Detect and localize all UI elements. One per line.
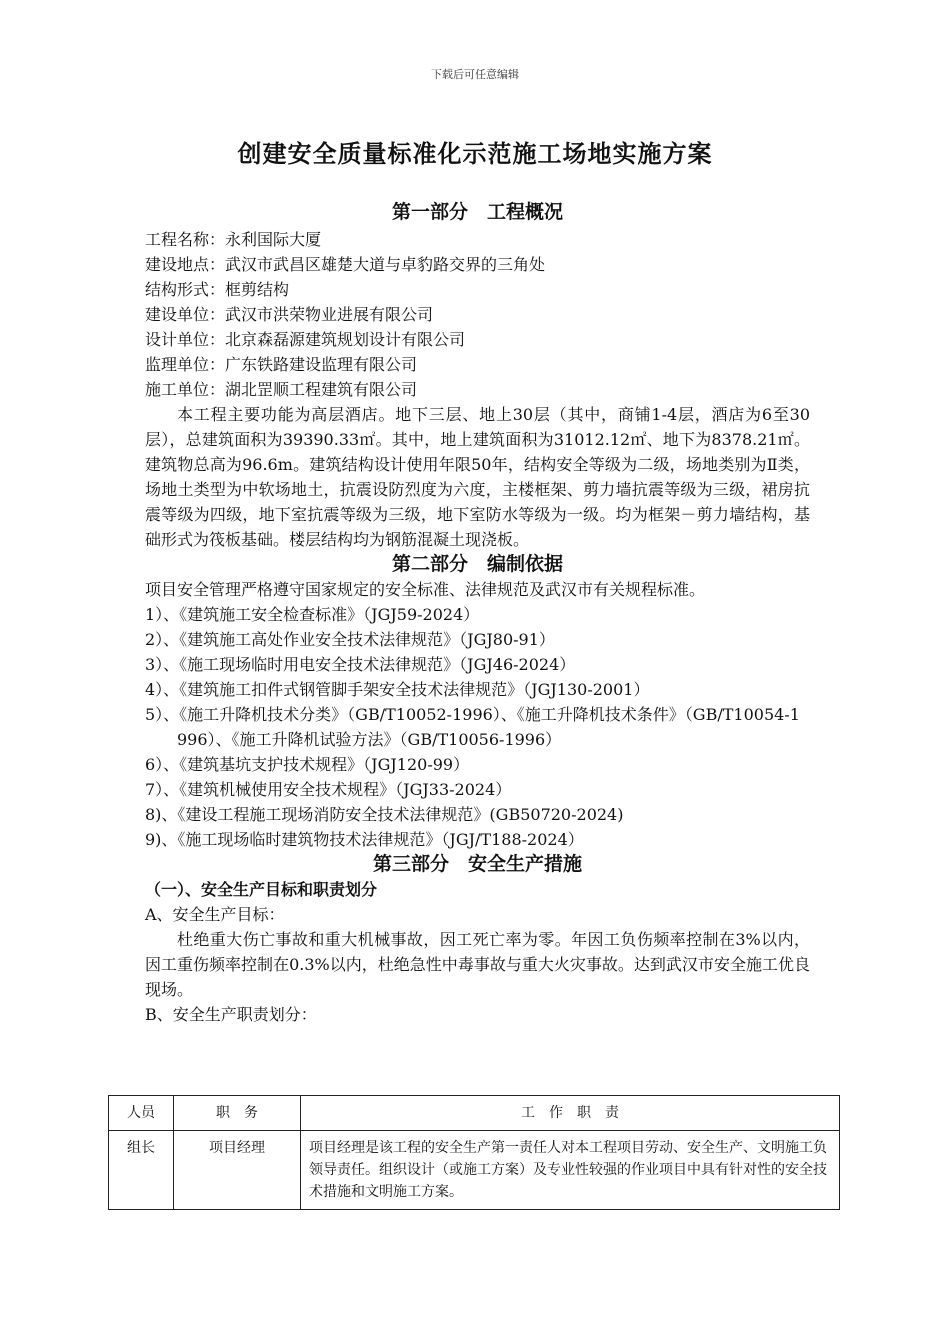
reference-item: 5）、《施工升降机技术分类》（GB/T10052-1996）、《施工升降机技术条件》（GB/T10054-1996）、《施工升降机试验方法》（GB/T10056-1996） [145, 705, 800, 749]
basis-intro: 项目安全管理严格遵守国家规定的安全标准、法律规范及武汉市有关规程标准。 [145, 580, 706, 599]
table-header-person: 人员 [109, 1096, 174, 1131]
field-structure: 结构形式：框剪结构 [145, 280, 290, 299]
field-contractor: 施工单位：湖北罡顺工程建筑有限公司 [145, 380, 418, 399]
table-header-duties: 工 作 职 责 [301, 1096, 840, 1131]
reference-item: 2）、《建筑施工高处作业安全技术法律规范》（JGJ80-91） [145, 630, 555, 649]
reference-item: 8)、《建设工程施工现场消防安全技术法律规范》(GB50720-2024) [145, 805, 624, 824]
field-project-name: 工程名称：永利国际大厦 [145, 230, 322, 249]
goal-label: A、安全生产目标： [145, 905, 285, 924]
part2-title: 第二部分 编制依据 [391, 553, 563, 575]
table-cell-person: 组长 [109, 1131, 174, 1210]
duty-label: B、安全生产职责划分： [145, 1005, 317, 1024]
field-supervisor: 监理单位：广东铁路建设监理有限公司 [145, 355, 418, 374]
document-title: 创建安全质量标准化示范施工场地实施方案 [237, 139, 713, 168]
reference-item: 6）、《建筑基坑支护技术规程》（JGJ120-99） [145, 755, 470, 774]
reference-item: 1）、《建筑施工安全检查标准》（JGJ59-2024） [145, 605, 480, 624]
document-body [145, 200, 810, 1027]
table-cell-duties: 项目经理是该工程的安全生产第一责任人对本工程项目劳动、安全生产、文明施工负领导责任。组织设计（或施工方案）及专业性较强的作业项目中具有针对性的安全技术措施和文明施工方案。 [301, 1131, 840, 1210]
page-header: 下载后可任意编辑 [431, 68, 519, 81]
field-designer: 设计单位：北京森磊源建筑规划设计有限公司 [145, 330, 466, 349]
section1-title: （一）、安全生产目标和职责划分 [145, 880, 378, 899]
table-cell-position: 项目经理 [174, 1131, 301, 1210]
reference-item: 4）、《建筑施工扣件式钢管脚手架安全技术法律规范》（JGJ130-2001） [145, 680, 650, 699]
part1-title: 第一部分 工程概况 [391, 201, 563, 223]
part3-title: 第三部分 安全生产措施 [372, 853, 582, 875]
table-header-row [109, 1096, 840, 1131]
table-header-position: 职 务 [174, 1096, 301, 1131]
table-row [109, 1131, 840, 1210]
reference-item: 7）、《建筑机械使用安全技术规程》（JGJ33-2024） [145, 780, 512, 799]
goal-text: 杜绝重大伤亡事故和重大机械事故，因工死亡率为零。年因工负伤频率控制在3%以内，因工重伤频率控制在0.3%以内，杜绝急性中毒事故与重大火灾事故。达到武汉市安全施工优良现场。 [145, 930, 810, 999]
overview-paragraph: 本工程主要功能为高层酒店。地下三层、地上30层（其中，商铺1-4层，酒店为6至30层），总建筑面积为39390.33㎡。其中，地上建筑面积为31012.12㎡、地下为8378.21㎡。建筑物总高为96.6m。建筑结构设计使用年限50年，结构安全等级为二级，场地类别为Ⅱ类，场地土类型为中软场地土，抗震设防烈度为六度，主楼框架、剪力墙抗震等级为三级，裙房抗震等级为四级，地下室抗震等级为三级，地下室防水等级为一级。均为框架－剪力墙结构，基础形式为筏板基础。楼层结构均为钢筋混凝土现浇板。 [145, 405, 810, 549]
duty-table [108, 1095, 840, 1210]
reference-item: 3）、《施工现场临时用电安全技术法律规范》（JGJ46-2024） [145, 655, 576, 674]
reference-item: 9)、《施工现场临时建筑物技术法律规范》（JGJ/T188-2024） [145, 830, 584, 849]
field-location: 建设地点：武汉市武昌区雄楚大道与卓豹路交界的三角处 [145, 255, 546, 274]
field-owner: 建设单位：武汉市洪荣物业进展有限公司 [145, 305, 434, 324]
